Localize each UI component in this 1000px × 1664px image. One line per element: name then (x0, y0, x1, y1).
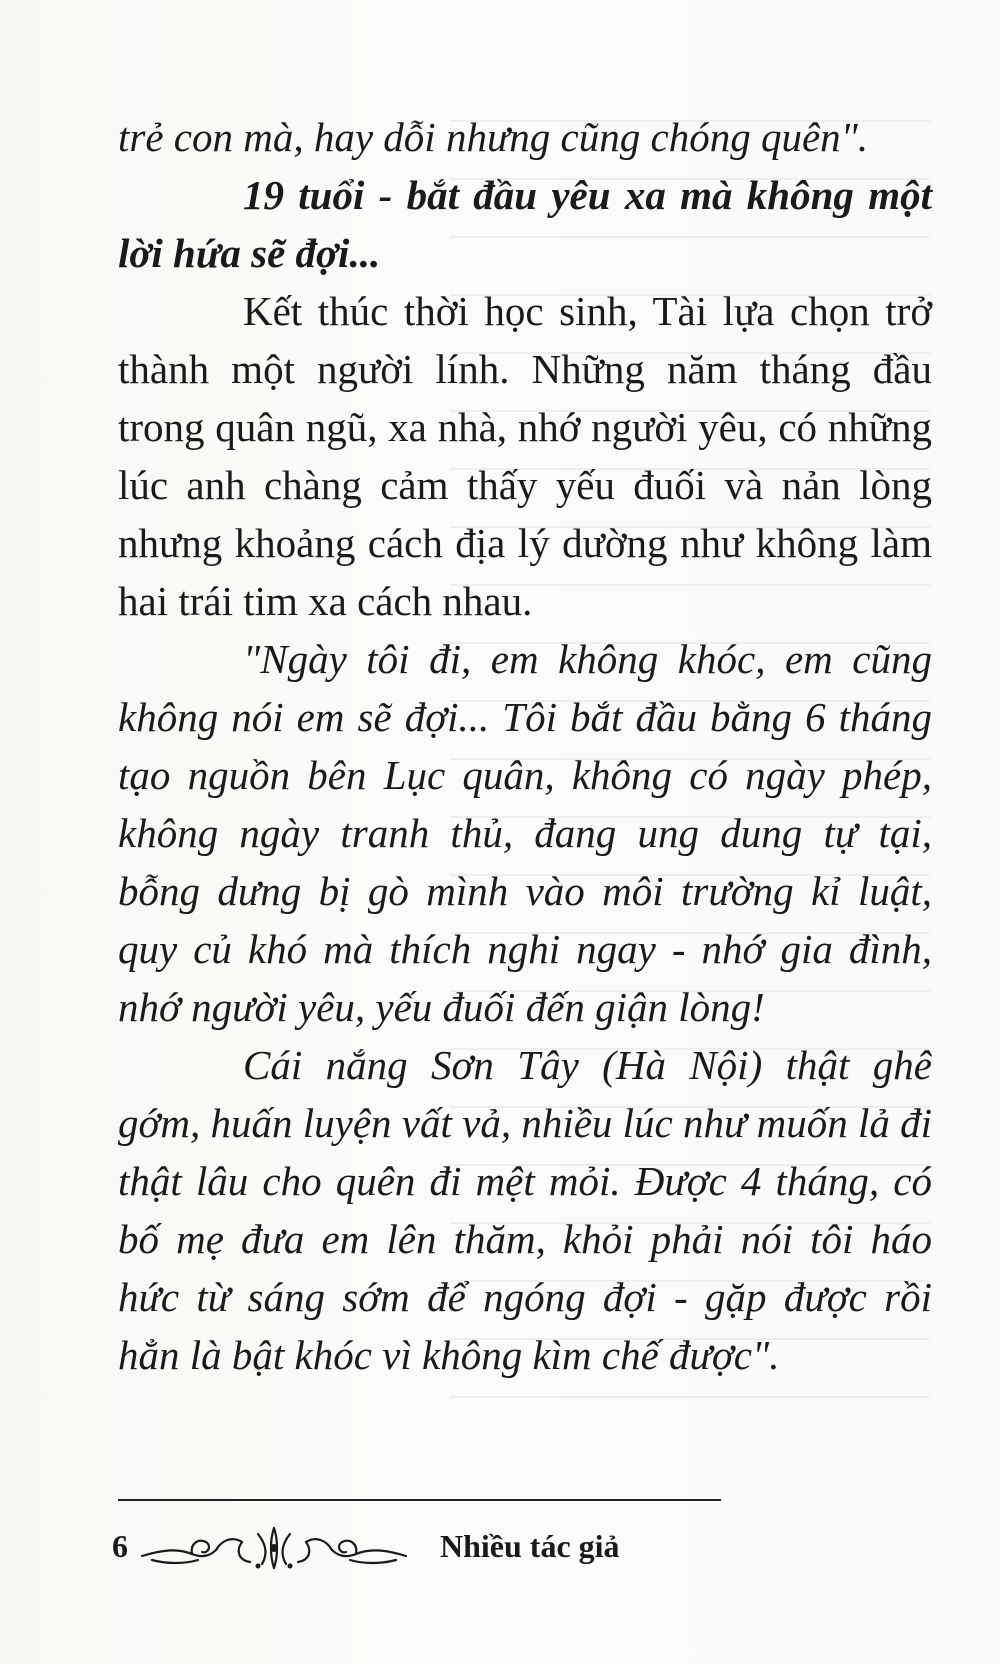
quote-paragraph: Cái nắng Sơn Tây (Hà Nội) thật ghê gớm, huấn luyện vất vả, nhiều lúc như muốn lả đi thật lâu cho quên đi mệt mỏi. Được 4 tháng, có bố mẹ đưa em lên thăm, khỏi phải nói tôi háo hức từ sáng sớm để ngóng đợi - gặp được rồi hẳn là bật khóc vì không kìm chế được". (118, 1042, 932, 1378)
page-footer (112, 1520, 712, 1580)
page-body (118, 108, 932, 1384)
section-heading: 19 tuổi - bắt đầu yêu xa mà không một lời hứa sẽ đợi... (118, 172, 932, 276)
floral-ornament-icon (132, 1520, 437, 1580)
paragraph-continuation: trẻ con mà, hay dỗi nhưng cũng chóng quên". (118, 114, 869, 160)
page-number: 6 (112, 1528, 128, 1564)
quote-paragraph: "Ngày tôi đi, em không khóc, em cũng không nói em sẽ đợi... Tôi bắt đầu bằng 6 tháng tạo nguồn bên Lục quân, không có ngày phép, không ngày tranh thủ, đang ung dung tự tại, bỗng dưng bị gò mình vào môi trường kỉ luật, quy củ khó mà thích nghi ngay - nhớ gia đình, nhớ người yêu, yếu đuối đến giận lòng! (118, 636, 932, 1030)
paragraph: Kết thúc thời học sinh, Tài lựa chọn trở thành một người lính. Những năm tháng đầu trong quân ngũ, xa nhà, nhớ người yêu, có những lúc anh chàng cảm thấy yếu đuối và nản lòng nhưng khoảng cách địa lý dường như không làm hai trái tim xa cách nhau. (118, 288, 932, 624)
footer-rule (118, 1499, 721, 1501)
author-name: Nhiều tác giả (440, 1528, 620, 1564)
